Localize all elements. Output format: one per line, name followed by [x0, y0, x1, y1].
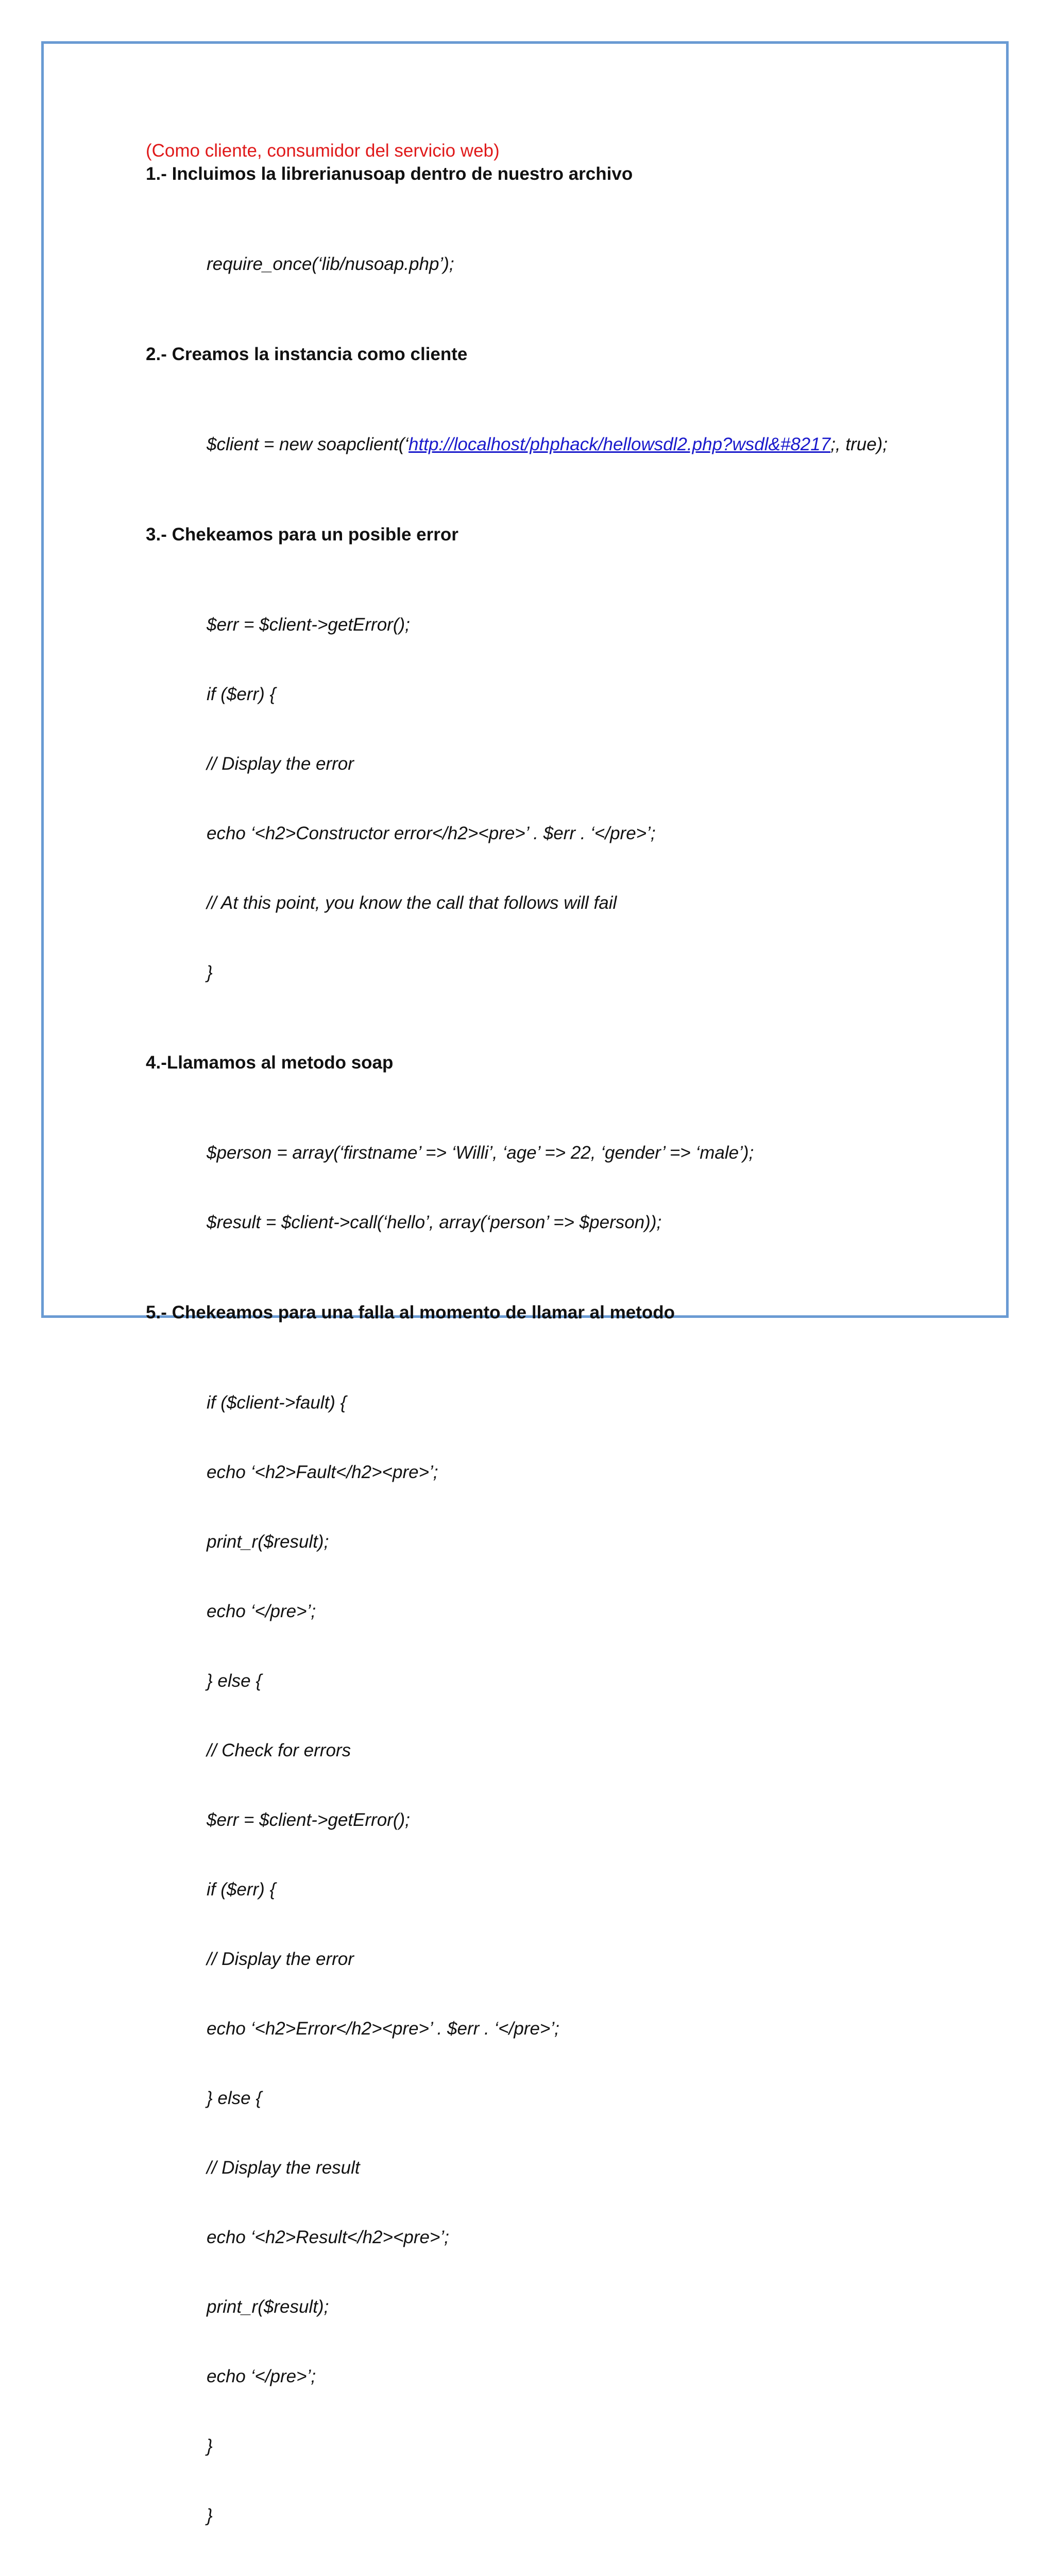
code-line: // Display the error — [207, 1949, 354, 1969]
step-2-code — [207, 386, 960, 502]
code-line: echo ‘</pre>’; — [207, 2366, 316, 2386]
code-line: echo ‘<h2>Error</h2><pre>’ . $err . ‘</pre>’; — [207, 2019, 559, 2039]
code-line: // Display the error — [207, 754, 354, 774]
step-1-code — [207, 206, 960, 322]
code-line: echo ‘<h2>Constructor error</h2><pre>’ . $err . ‘</pre>’; — [207, 823, 656, 843]
code-prefix: $client = new soapclient(‘ — [207, 434, 409, 454]
code-line: $err = $client->getError(); — [207, 1810, 410, 1830]
code-line: if ($client->fault) { — [207, 1393, 347, 1413]
code-line: // Display the result — [207, 2158, 360, 2178]
step-1-heading: 1.- Incluimos la librerianusoap dentro de nuestro archivo — [146, 164, 633, 184]
document-body — [146, 139, 960, 2576]
step-3-heading: 3.- Chekeamos para un posible error — [146, 524, 458, 545]
code-line: echo ‘<h2>Result</h2><pre>’; — [207, 2227, 449, 2247]
code-line: } — [207, 2436, 213, 2456]
step-4-heading: 4.-Llamamos al metodo soap — [146, 1053, 394, 1073]
code-line: echo ‘</pre>’; — [207, 1601, 316, 1621]
step-2-heading: 2.- Creamos la instancia como cliente — [146, 344, 468, 364]
code-line: // Check for errors — [207, 1740, 351, 1760]
intro-note: (Como cliente, consumidor del servicio web) — [146, 141, 500, 161]
code-line: require_once(‘lib/nusoap.php’); — [207, 254, 454, 274]
code-line: echo ‘<h2>Fault</h2><pre>’; — [207, 1462, 438, 1482]
code-line: $result = $client->call(‘hello’, array(‘person’ => $person)); — [207, 1212, 662, 1232]
code-line: $err = $client->getError(); — [207, 615, 410, 635]
code-line: } else { — [207, 1671, 262, 1691]
code-line — [207, 433, 960, 456]
code-line: if ($err) { — [207, 1879, 276, 1900]
step-5-code — [207, 1345, 960, 2573]
code-line: } — [207, 962, 213, 982]
code-line: $person = array(‘firstname’ => ‘Willi’, ‘age’ => 22, ‘gender’ => ‘male’); — [207, 1143, 754, 1163]
code-line: print_r($result); — [207, 1532, 329, 1552]
code-line: if ($err) { — [207, 684, 276, 704]
code-line: } — [207, 2505, 213, 2526]
step-4-code — [207, 1095, 960, 1280]
code-line: // At this point, you know the call that follows will fail — [207, 893, 617, 913]
code-line: print_r($result); — [207, 2297, 329, 2317]
code-suffix: ;, true); — [830, 434, 888, 454]
step-5-heading: 5.- Chekeamos para una falla al momento de llamar al metodo — [146, 1302, 675, 1323]
code-line: } else { — [207, 2088, 262, 2108]
wsdl-link[interactable]: http://localhost/phphack/hellowsdl2.php?wsdl&#8217 — [409, 434, 831, 454]
step-3-code — [207, 567, 960, 1030]
